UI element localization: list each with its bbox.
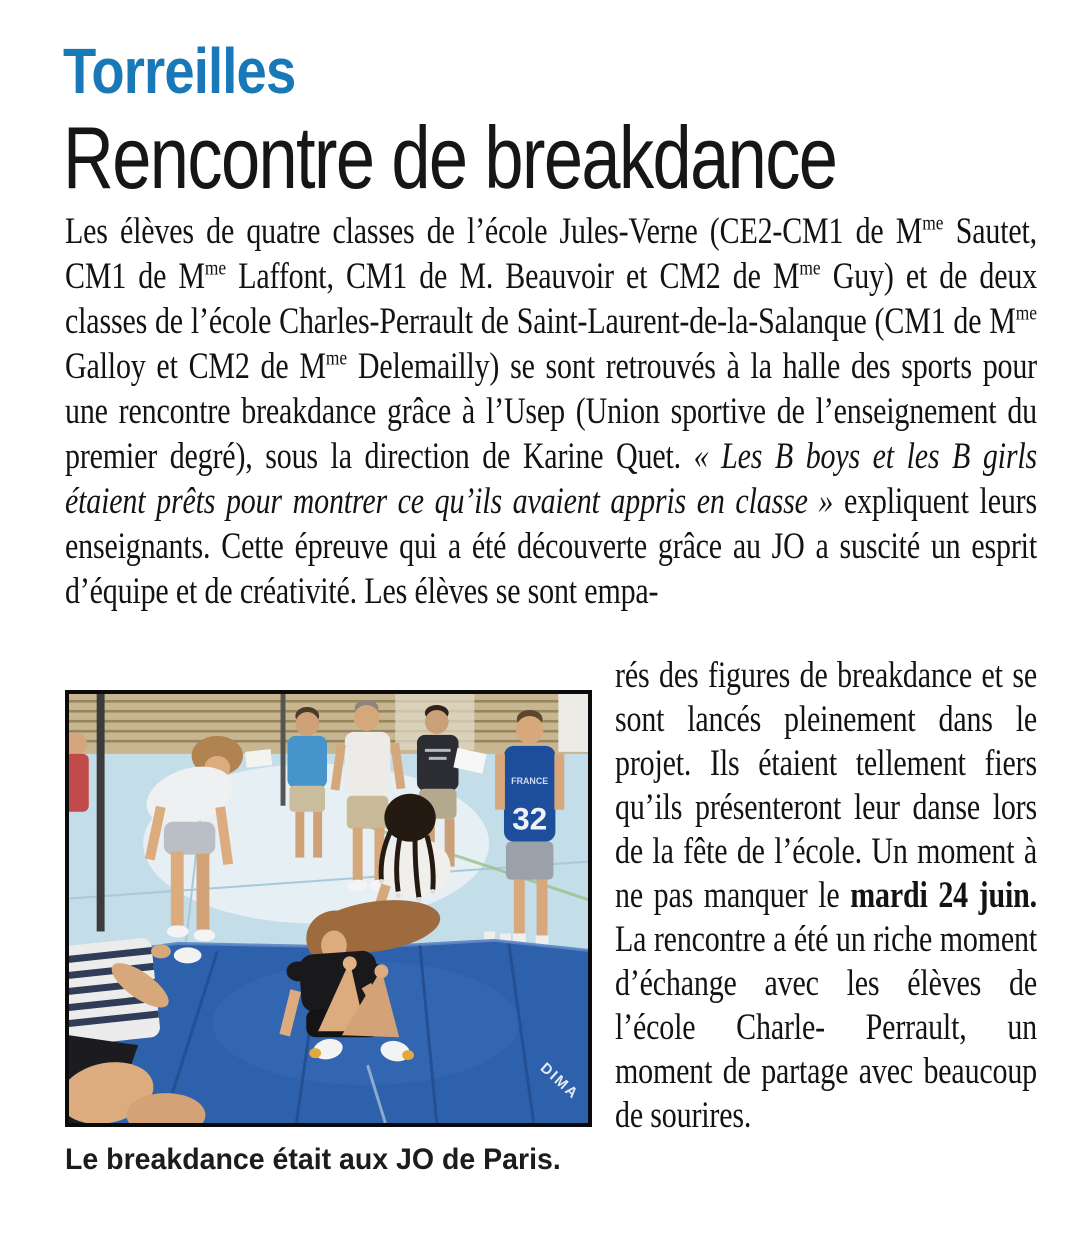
photo-caption: Le breakdance était aux JO de Paris. [65, 1143, 561, 1176]
body-superscript: me [325, 345, 348, 370]
jersey-label-text: FRANCE [511, 775, 549, 786]
body-segment: Delemailly) se sont retrouvés à la halle des sports pour une rencontre breakdance grâce à l’Usep (Union sportive de l’enseignement du premier degré), sous la direction de Karine Quet. [65, 346, 1037, 477]
breakdance-photo-illustration [69, 694, 588, 1123]
kicker: Torreilles [63, 35, 296, 107]
mat-brand-text: DIMA [536, 1060, 582, 1104]
article-body-top [65, 209, 1037, 614]
body-segment: Sautet, CM1 de M [65, 211, 1037, 297]
body-segment: Galloy et CM2 de M [65, 346, 326, 387]
body-segment: expliquent leurs enseignants. Cette épreuve qui a été découverte grâce au JO a suscité un esprit d’équipe et de créativité. Les élèves se sont empa- [65, 481, 1037, 612]
body-segment: Guy) et de deux classes de l’école Charles-Perrault de Saint-Laurent-de-la-Salanque (CM1 de M [65, 256, 1038, 342]
body-superscript: me [799, 255, 821, 280]
article-body-right-column [615, 654, 1037, 1138]
jersey-number-text: 32 [512, 800, 548, 837]
body-superscript: me [1015, 300, 1037, 325]
body-superscript: me [922, 210, 944, 235]
quote-italic: « Les B boys et les B girls étaient prêts pour montrer ce qu’ils avaient appris en classe » [65, 436, 1037, 522]
article-photo [65, 690, 592, 1127]
body-superscript: me [204, 255, 227, 280]
body-segment: Laffont, CM1 de M. Beauvoir et CM2 de M [226, 256, 800, 297]
headline: Rencontre de breakdance [63, 108, 837, 207]
body-segment: rés des figures de breakdance et se sont lancés pleinement dans le projet. Ils étaient tellement fiers qu’ils présenteront leur danse lors de la fête de l’école. Un moment à ne pas manquer le [615, 655, 1038, 916]
body-segment: Les élèves de quatre classes de l’école Jules-Verne (CE2-CM1 de M [65, 211, 923, 252]
date-bold: mardi 24 juin. [850, 875, 1038, 916]
body-segment: La rencontre a été un riche moment d’échange avec les élèves de l’école Charle- Perrault, un moment de partage avec beaucoup de sourires. [615, 919, 1038, 1136]
